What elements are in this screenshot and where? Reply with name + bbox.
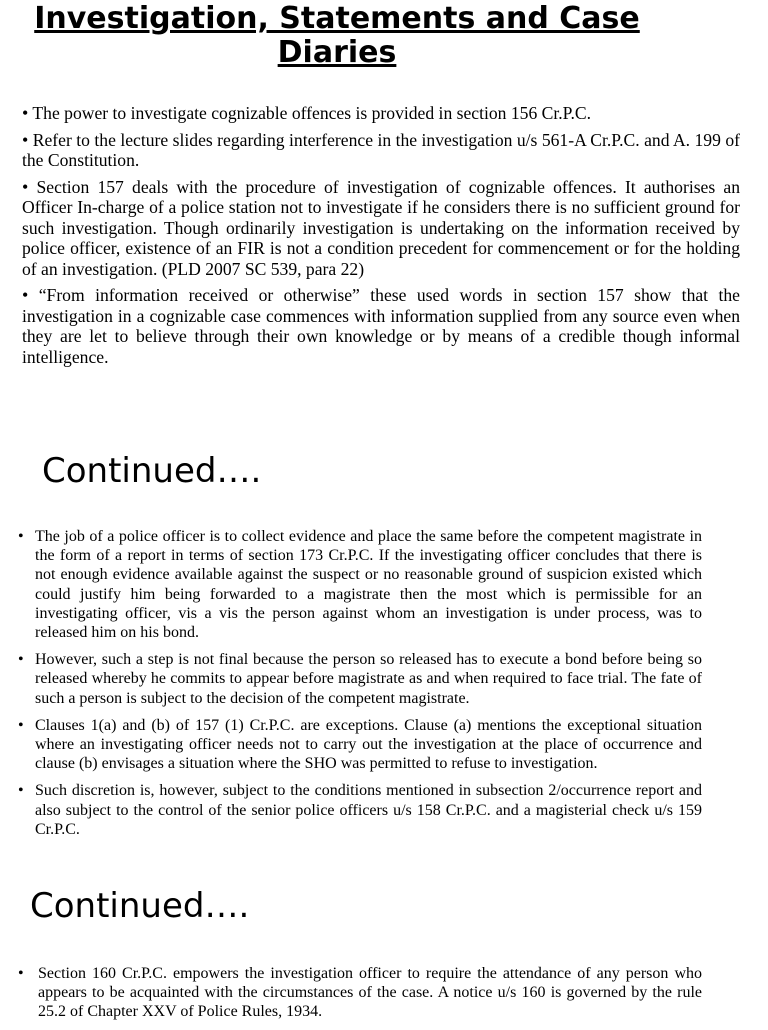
list-item-text: Such discretion is, however, subject to the conditions mentioned in subsection 2/occurrence report and also subject to the control of the senior police officers u/s 158 Cr.P.C. and a magisterial check u/s 159 Cr.P.C. [35,782,702,838]
list-item [22,103,740,124]
list-item-text: The power to investigate cognizable offences is provided in section 156 Cr.P.C. [32,103,592,123]
list-item-text: Refer to the lecture slides regarding interference in the investigation u/s 561-A Cr.P.C. and A. 199 of the Constitution. [22,129,741,170]
list-item [22,130,740,171]
bullet-icon: • [18,965,24,982]
list-item-text: Section 160 Cr.P.C. empowers the investigation officer to require the attendance of any person who appears to be acquainted with the circumstances of the case. A notice u/s 160 is governed by the rule 25.2 of Chapter XXV of Police Rules, 1934. [38,965,702,1021]
section-3-heading: Continued…. [30,886,250,926]
list-item [18,964,702,1022]
list-item-text: “From information received or otherwise” these used words in section 157 show that the investigation in a cognizable case commences with information supplied from any source even when they are let to believe through their own knowledge or by means of a credible though informal intelligence. [22,285,740,367]
list-item-text: However, such a step is not final because the person so released has to execute a bond before being so released whereby he commits to appear before magistrate as and when required to face trial. The fate of such a person is subject to the decision of the competent magistrate. [35,651,702,707]
bullet-icon: • [18,528,24,545]
list-item-text: Section 157 deals with the procedure of investigation of cognizable offences. It authorises an Officer In-charge of a police station not to investigate if he considers there is no sufficient ground for such investigation. Though ordinarily investigation is undertaking on the information received by police officer, existence of an FIR is not a condition precedent for commencement or for the holding of an investigation. (PLD 2007 SC 539, para 22) [22,176,740,279]
list-item [18,781,702,839]
list-item [18,716,702,774]
list-item [18,650,702,708]
page-title: Investigation, Statements and Case Diaries [34,1,640,70]
section-3-list [18,964,702,1030]
bullet-icon: • [18,716,24,734]
section-1-list [22,103,740,373]
list-item [22,285,740,367]
list-item [22,177,740,280]
bullet-icon: • [22,103,29,123]
section-2-list [18,527,702,847]
list-item [18,527,702,642]
list-item-text: The job of a police officer is to collect evidence and place the same before the competent magistrate in the form of a report in terms of section 173 Cr.P.C. If the investigating officer concludes that there is not enough evidence available against the suspect or no reasonable ground of suspicion existed which could justify him being forwarded to a magistrate then the most which is permissible for an investigating officer, vis a vis the person against whom an investigation is under process, was to released him on his bond. [35,528,702,642]
list-item-text: Clauses 1(a) and (b) of 157 (1) Cr.P.C. are exceptions. Clause (a) mentions the exceptional situation where an investigating officer needs not to carry out the investigation at the place of occurrence and clause (b) envisages a situation where the SHO was permitted to refuse to investigation. [35,716,702,773]
bullet-icon: • [22,129,29,150]
bullet-icon: • [18,782,24,800]
section-2-heading: Continued…. [42,451,262,491]
bullet-icon: • [22,285,29,305]
bullet-icon: • [18,651,24,669]
bullet-icon: • [22,176,29,197]
